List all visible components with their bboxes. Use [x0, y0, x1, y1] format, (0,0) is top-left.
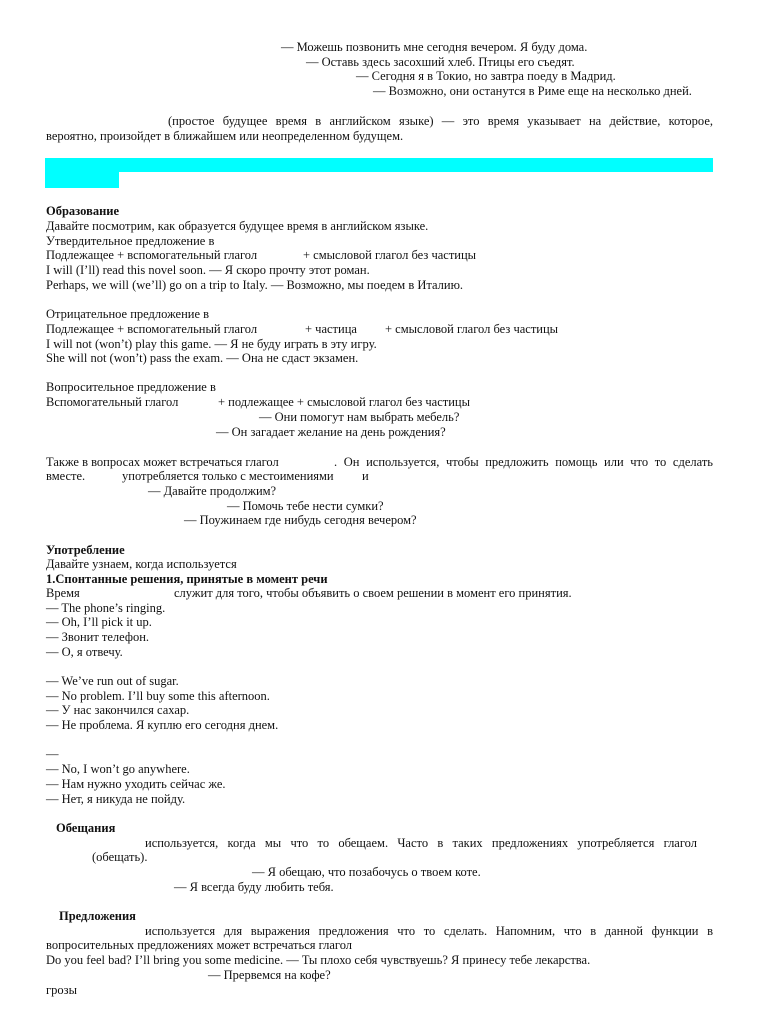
question-example-2: — Он загадает желание на день рождения? — [216, 425, 446, 439]
dialog3-line-2: — No, I won’t go anywhere. — [46, 762, 190, 776]
shall-line-1-part-1: Также в вопросах может встречаться глагол — [46, 455, 279, 469]
formation-heading: Образование — [46, 204, 120, 218]
formation-intro: Давайте посмотрим, как образуется будущее время в английском языке. — [46, 219, 429, 233]
dialog3-line-3: — Нам нужно уходить сейчас же. — [46, 777, 226, 791]
usage-intro: Давайте узнаем, когда используется — [46, 557, 237, 571]
offers-line-2: вопросительных предложениях может встречаться глагол — [46, 938, 353, 952]
shall-line-2-part-3: и — [362, 469, 369, 483]
affirmative-title: Утвердительное предложение в — [46, 234, 215, 248]
promises-title: Обещания — [56, 821, 116, 835]
intro-example-2: — Оставь здесь засохший хлеб. Птицы его съедят. — [306, 55, 575, 69]
dialog1-line-3: — Звонит телефон. — [46, 630, 150, 644]
shall-example-2: — Помочь тебе нести сумки? — [227, 499, 384, 513]
definition-line-2: вероятно, произойдет в ближайшем или неопределенном будущем. — [46, 129, 404, 143]
shall-line-1-part-2: . Он используется, чтобы предложить помощь или что то сделать — [334, 455, 713, 469]
offers-example-2: — Прервемся на кофе? — [208, 968, 331, 982]
negative-example-1: I will not (won’t) play this game. — Я не буду играть в эту игру. — [46, 337, 377, 351]
question-title: Вопросительное предложение в — [46, 380, 216, 394]
intro-example-4: — Возможно, они останутся в Риме еще на несколько дней. — [373, 84, 692, 98]
negative-formula-part-1: Подлежащее + вспомогательный глагол — [46, 322, 258, 336]
negative-formula-part-3: + смысловой глагол без частицы — [385, 322, 559, 336]
promises-line-1: используется, когда мы что то обещаем. Часто в таких предложениях употребляется глагол — [145, 836, 697, 850]
negative-example-2: She will not (won’t) pass the exam. — Она не сдаст экзамен. — [46, 351, 359, 365]
dialog1-line-2: — Oh, I’ll pick it up. — [46, 615, 152, 629]
negative-formula-part-2: + частица — [305, 322, 357, 336]
dialog3-line-1: — — [46, 747, 59, 761]
shall-line-2-part-2: употребляется только с местоимениями — [122, 469, 334, 483]
promises-example-2: — Я всегда буду любить тебя. — [174, 880, 334, 894]
affirmative-formula-part-1: Подлежащее + вспомогательный глагол — [46, 248, 258, 262]
offers-example-1: Do you feel bad? I’ll bring you some medicine. — Ты плохо себя чувствуешь? Я принесу тебе лекарства. — [46, 953, 591, 967]
negative-title: Отрицательное предложение в — [46, 307, 210, 321]
usage-heading: Употребление — [46, 543, 125, 557]
offers-line-1: используется для выражения предложения что то сделать. Напомним, что в данной функции в — [145, 924, 713, 938]
dialog3-line-4: — Нет, я никуда не пойду. — [46, 792, 186, 806]
intro-example-3: — Сегодня я в Токио, но завтра поеду в Мадрид. — [356, 69, 616, 83]
highlighted-heading-bar — [45, 158, 713, 172]
promises-example-1: — Я обещаю, что позабочусь о твоем коте. — [252, 865, 481, 879]
shall-example-3: — Поужинаем где нибудь сегодня вечером? — [184, 513, 417, 527]
dialog2-line-3: — У нас закончился сахар. — [46, 703, 190, 717]
affirmative-example-1: I will (I’ll) read this novel soon. — Я скоро прочту этот роман. — [46, 263, 370, 277]
affirmative-formula-part-2: + смысловой глагол без частицы — [303, 248, 477, 262]
intro-example-1: — Можешь позвонить мне сегодня вечером. Я буду дома. — [281, 40, 588, 54]
spontaneous-desc-part-1: Время — [46, 586, 80, 600]
spontaneous-desc-part-2: служит для того, чтобы объявить о своем решении в момент его принятия. — [174, 586, 572, 600]
offers-title: Предложения — [59, 909, 136, 923]
question-example-1: — Они помогут нам выбрать мебель? — [259, 410, 460, 424]
spontaneous-title: 1.Спонтанные решения, принятые в момент речи — [46, 572, 328, 586]
question-formula-part-1: Вспомогательный глагол — [46, 395, 179, 409]
shall-line-2-part-1: вместе. — [46, 469, 86, 483]
dialog1-line-4: — О, я отвечу. — [46, 645, 123, 659]
highlighted-heading-tail — [45, 172, 119, 188]
promises-line-2: (обещать). — [92, 850, 148, 864]
question-formula-part-2: + подлежащее + смысловой глагол без частицы — [218, 395, 471, 409]
definition-line-1: (простое будущее время в английском языке) — это время указывает на действие, которое, — [168, 114, 713, 128]
shall-example-1: — Давайте продолжим? — [148, 484, 277, 498]
dialog2-line-2: — No problem. I’ll buy some this afternoon. — [46, 689, 270, 703]
dialog2-line-1: — We’ve run out of sugar. — [46, 674, 179, 688]
affirmative-example-2: Perhaps, we will (we’ll) go on a trip to Italy. — Возможно, мы поедем в Италию. — [46, 278, 464, 292]
offers-tail: грозы — [46, 983, 77, 997]
dialog1-line-1: — The phone’s ringing. — [46, 601, 166, 615]
dialog2-line-4: — Не проблема. Я куплю его сегодня днем. — [46, 718, 279, 732]
